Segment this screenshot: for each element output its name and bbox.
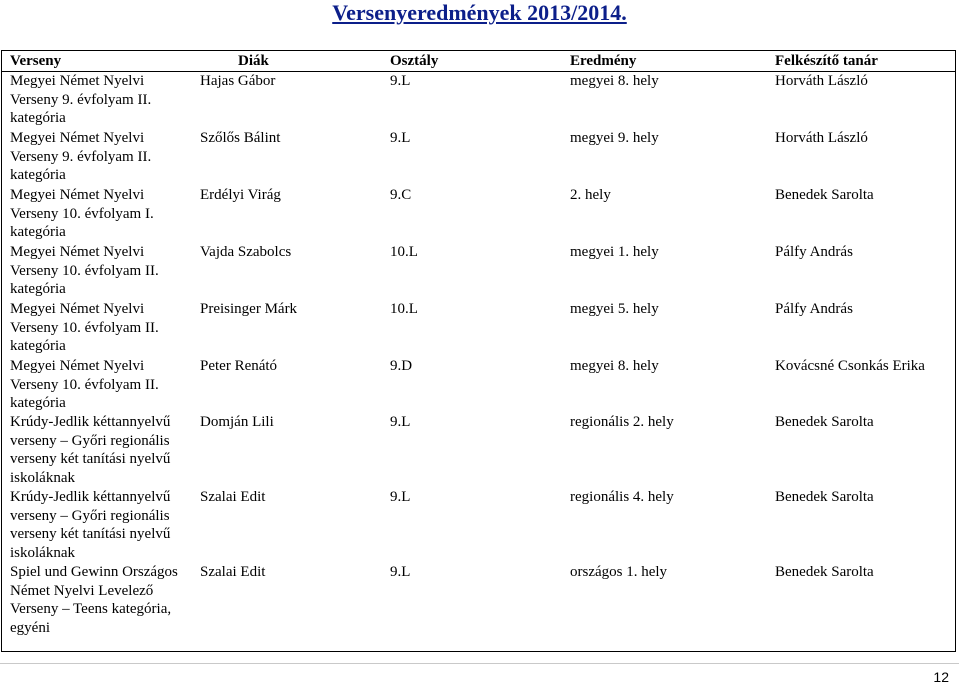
cell-class: 9.D	[390, 358, 413, 374]
cell-class: 10.L	[390, 244, 418, 260]
cell-class: 9.L	[390, 564, 411, 580]
cell-teacher: Horváth László	[775, 130, 868, 146]
header-result: Eredmény	[570, 53, 637, 69]
cell-teacher: Kovácsné Csonkás Erika	[775, 358, 925, 374]
cell-teacher: Pálfy András	[775, 244, 853, 260]
header-teacher: Felkészítő tanár	[775, 53, 878, 69]
cell-student: Preisinger Márk	[200, 301, 298, 317]
cell-result: megyei 1. hely	[570, 244, 659, 260]
footer-divider	[0, 663, 959, 664]
cell-teacher: Horváth László	[775, 73, 868, 89]
cell-competition: Megyei Német Nyelvi Verseny 10. évfolyam II. kategória	[10, 358, 159, 412]
table-header	[0, 53, 959, 71]
cell-competition: Megyei Német Nyelvi Verseny 9. évfolyam II. kategória	[10, 73, 152, 127]
cell-result: regionális 4. hely	[570, 489, 674, 505]
header-class: Osztály	[390, 53, 439, 69]
cell-class: 10.L	[390, 301, 418, 317]
cell-class: 9.L	[390, 73, 411, 89]
cell-competition: Megyei Német Nyelvi Verseny 9. évfolyam II. kategória	[10, 130, 152, 184]
cell-result: megyei 5. hely	[570, 301, 659, 317]
cell-competition: Megyei Német Nyelvi Verseny 10. évfolyam II. kategória	[10, 244, 159, 298]
cell-result: megyei 8. hely	[570, 358, 659, 374]
cell-class: 9.L	[390, 489, 411, 505]
cell-competition: Megyei Német Nyelvi Verseny 10. évfolyam I. kategória	[10, 187, 154, 241]
header-competition: Verseny	[10, 53, 62, 69]
header-student: Diák	[238, 53, 269, 69]
cell-student: Domján Lili	[200, 414, 274, 430]
page-title: Versenyeredmények 2013/2014.	[332, 0, 627, 25]
cell-student: Szalai Edit	[200, 489, 266, 505]
cell-competition: Megyei Német Nyelvi Verseny 10. évfolyam II. kategória	[10, 301, 159, 355]
cell-teacher: Benedek Sarolta	[775, 564, 874, 580]
cell-result: megyei 8. hely	[570, 73, 659, 89]
cell-student: Szőlős Bálint	[200, 130, 281, 146]
cell-competition: Krúdy-Jedlik kéttannyelvű verseny – Győri regionális verseny két tanítási nyelvű iskoláknak	[10, 489, 171, 561]
cell-teacher: Benedek Sarolta	[775, 187, 874, 203]
cell-class: 9.L	[390, 130, 411, 146]
cell-result: 2. hely	[570, 187, 611, 203]
cell-teacher: Benedek Sarolta	[775, 414, 874, 430]
cell-student: Vajda Szabolcs	[200, 244, 292, 260]
cell-student: Szalai Edit	[200, 564, 266, 580]
cell-student: Erdélyi Virág	[200, 187, 281, 203]
cell-class: 9.C	[390, 187, 412, 203]
cell-competition: Krúdy-Jedlik kéttannyelvű verseny – Győri regionális verseny két tanítási nyelvű iskoláknak	[10, 414, 171, 486]
cell-competition: Spiel und Gewinn Országos Német Nyelvi Levelező Verseny – Teens kategória, egyéni	[10, 564, 178, 636]
cell-student: Peter Renátó	[200, 358, 278, 374]
cell-teacher: Benedek Sarolta	[775, 489, 874, 505]
page-number: 12	[933, 669, 949, 685]
cell-class: 9.L	[390, 414, 411, 430]
cell-result: megyei 9. hely	[570, 130, 659, 146]
cell-teacher: Pálfy András	[775, 301, 853, 317]
cell-result: országos 1. hely	[570, 564, 668, 580]
cell-student: Hajas Gábor	[200, 73, 276, 89]
cell-result: regionális 2. hely	[570, 414, 674, 430]
